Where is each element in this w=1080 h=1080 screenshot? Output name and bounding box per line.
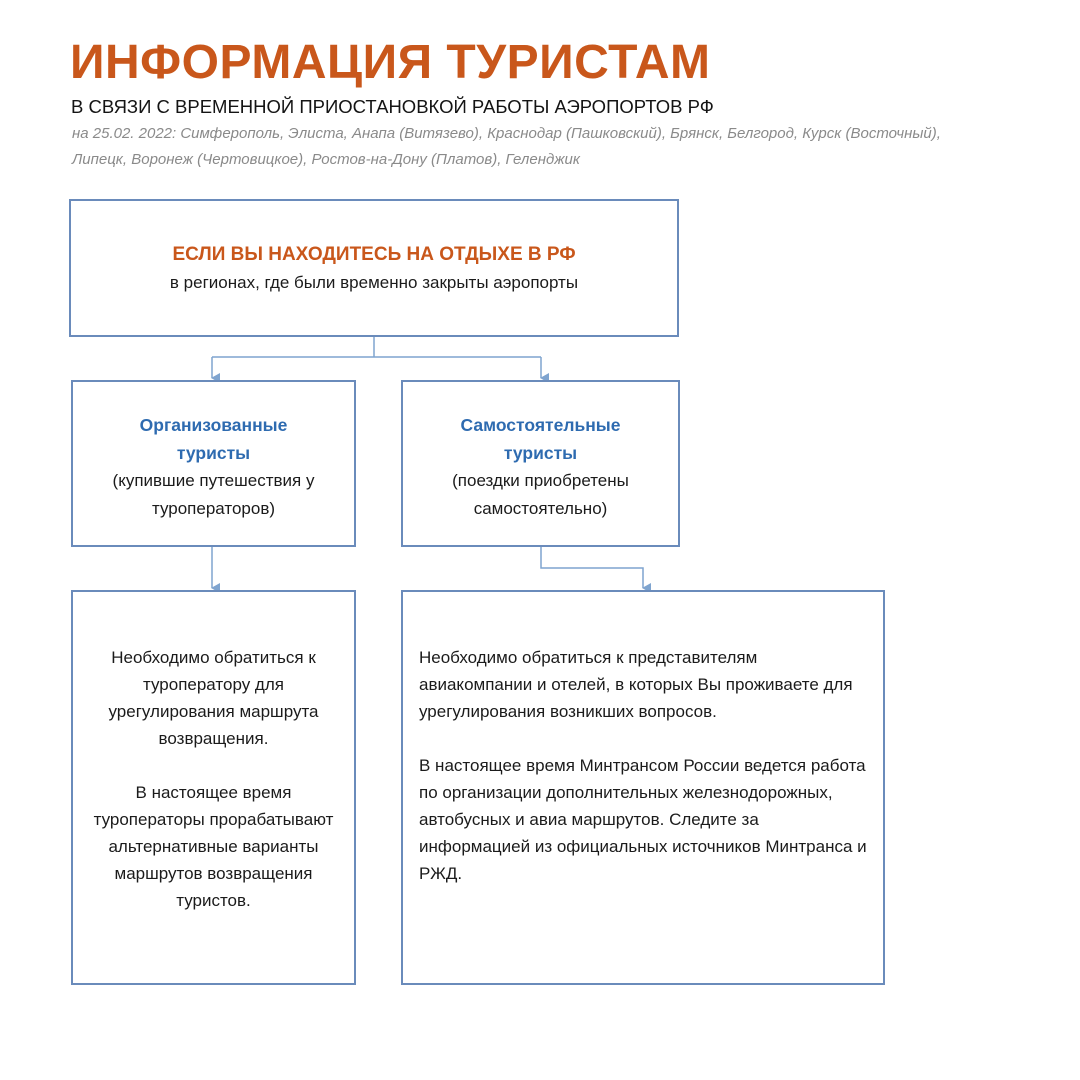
vacation-heading: ЕСЛИ ВЫ НАХОДИТЕСЬ НА ОТДЫХЕ В РФ — [172, 244, 576, 265]
affected-cities-note: на 25.02. 2022: Симферополь, Элиста, Анапа (Витязево), Краснодар (Пашковский), Брянск, Белгород, Курск (Восточный), Липецк, Воронеж (Чертовицкое), Ростов-на-Дону (Платов), Геленджик — [72, 125, 941, 168]
independent-advice-paragraph-1: Необходимо обратиться к представителям авиакомпании и отелей, в которых Вы проживаете для урегулирования возникших вопросов. — [419, 648, 853, 721]
organized-advice-paragraph-2: В настоящее время туроператоры прорабатывают альтернативные варианты маршрутов возвращения туристов. — [93, 783, 334, 910]
vacation-description: в регионах, где были временно закрыты аэропорты — [169, 273, 579, 292]
organized-advice-box — [71, 590, 356, 985]
independent-advice-paragraph-2: В настоящее время Минтрансом России ведется работа по организации дополнительных железнодорожных, автобусных и авиа маршрутов. Следите за информацией из официальных источников Минтранса и РЖД. — [419, 756, 867, 883]
organized-tourists-box — [71, 380, 356, 547]
organized-advice-paragraph-1: Необходимо обратиться к туроператору для урегулирования маршрута возвращения. — [108, 648, 319, 748]
organized-tourists-description: (купившие путешествия у туроператоров) — [112, 471, 315, 518]
page-title: ИНФОРМАЦИЯ ТУРИСТАМ — [70, 36, 711, 89]
page-subtitle: В СВЯЗИ С ВРЕМЕННОЙ ПРИОСТАНОВКОЙ РАБОТЫ АЭРОПОРТОВ РФ — [71, 96, 714, 117]
independent-tourists-heading: Самостоятельные туристы — [460, 415, 621, 463]
connector-independent-to-advice — [541, 547, 643, 588]
independent-tourists-box — [401, 380, 680, 547]
vacation-in-russia-box — [69, 199, 679, 337]
organized-tourists-heading: Организованные туристы — [139, 415, 288, 463]
independent-tourists-description: (поездки приобретены самостоятельно) — [452, 471, 629, 518]
independent-advice-box — [401, 590, 885, 985]
